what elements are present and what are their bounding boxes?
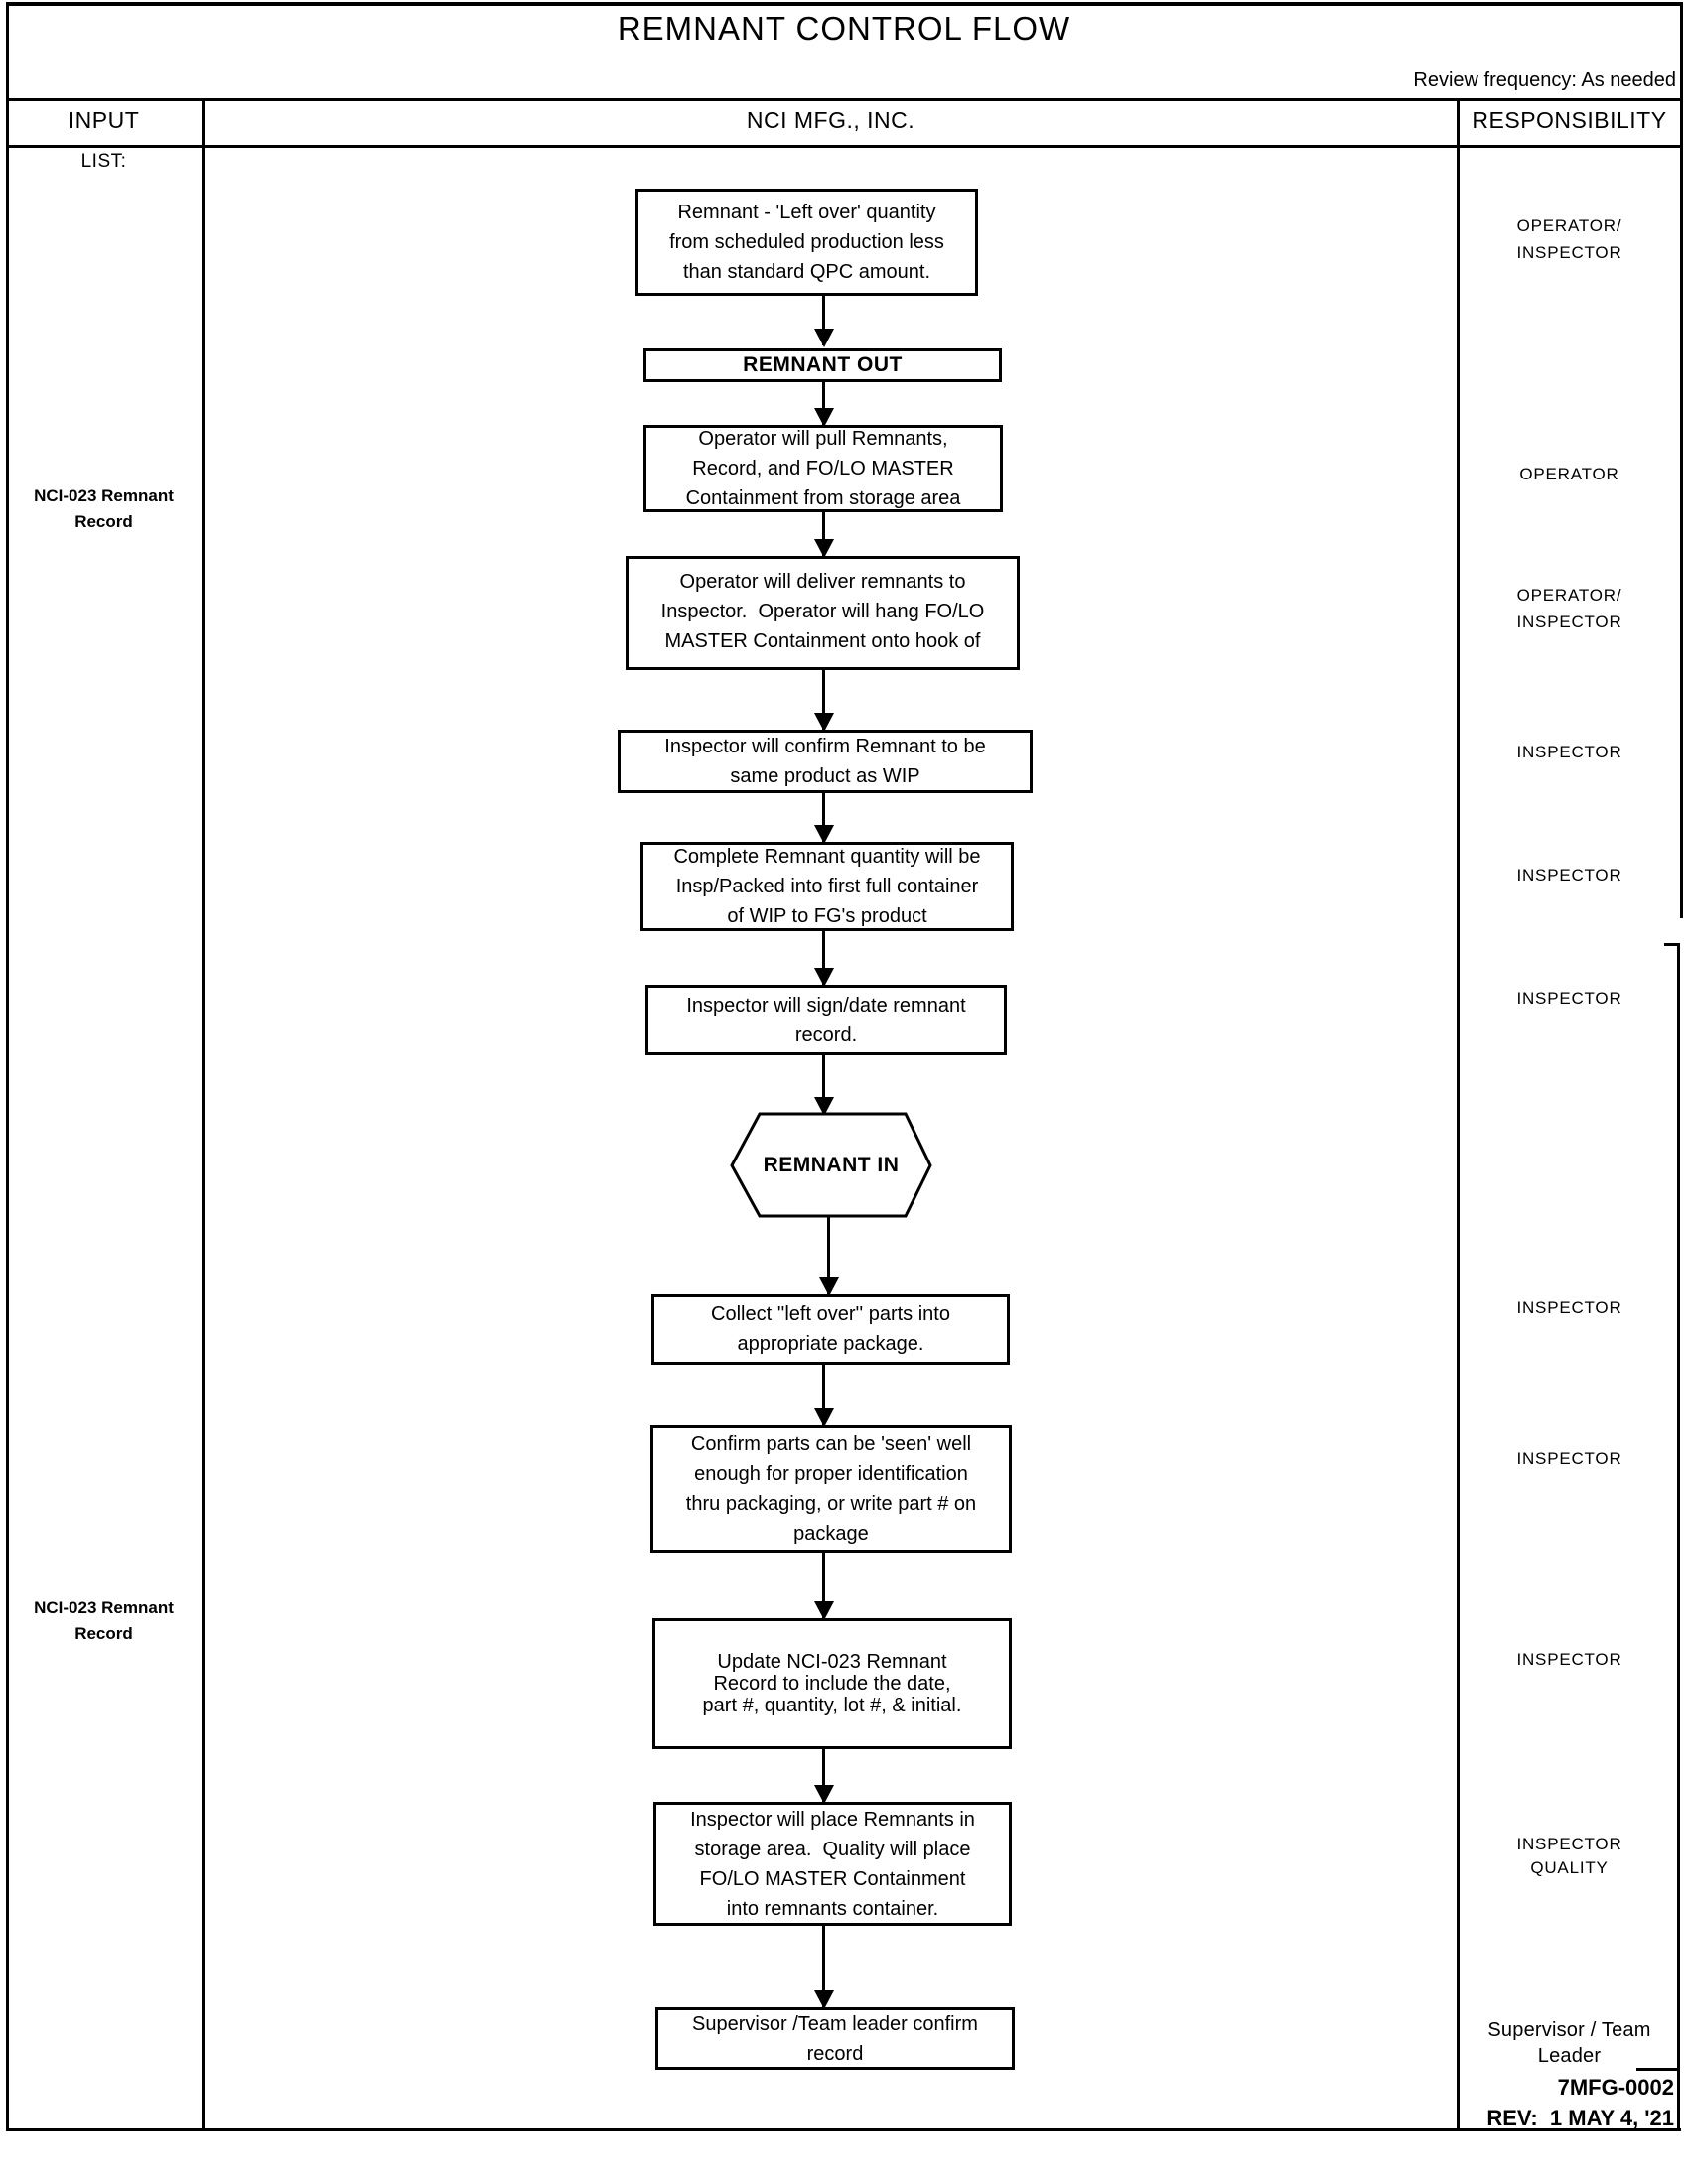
flow-box-operator-deliver: Operator will deliver remnants to Inspector. Operator will hang FO/LO MASTER Containment onto hook of — [626, 556, 1020, 670]
responsibility-inspector-1: INSPECTOR — [1516, 743, 1622, 761]
responsibility-operator: OPERATOR — [1519, 465, 1619, 483]
input-label-remnant-record-1: NCI-023 Remnant Record — [34, 486, 174, 531]
flow-box-complete-remnant: Complete Remnant quantity will be Insp/Packed into first full container of WIP to FG's product — [640, 842, 1014, 931]
flow-box-update-record: Update NCI-023 Remnant Record to include the date, part #, quantity, lot #, & initial. — [652, 1618, 1012, 1749]
responsibility-inspector-4: INSPECTOR — [1516, 1298, 1622, 1317]
flow-box-supervisor-confirm: Supervisor /Team leader confirm record — [655, 2007, 1015, 2070]
border-right-notch-tick — [1664, 943, 1680, 946]
column-header-input: INPUT — [68, 107, 140, 133]
column-header-company: NCI MFG., INC. — [746, 107, 915, 133]
flow-arrow-2 — [822, 382, 825, 425]
responsibility-inspector-3: INSPECTOR — [1516, 989, 1622, 1008]
flow-box-inspector-confirm: Inspector will confirm Remnant to be same product as WIP — [618, 730, 1033, 793]
flow-arrow-4 — [822, 670, 825, 730]
flow-box-collect-parts: Collect ''left over'' parts into appropriate package. — [651, 1294, 1010, 1365]
divider-responsibility-column — [1457, 98, 1460, 2131]
flow-arrow-7 — [822, 1055, 825, 1114]
remnant-in-label: REMNANT IN — [763, 1153, 900, 1176]
flow-box-confirm-parts-seen: Confirm parts can be 'seen' well enough for proper identification thru packaging, or write part # on package — [650, 1425, 1012, 1553]
page-title: REMNANT CONTROL FLOW — [617, 10, 1071, 47]
responsibility-supervisor-team-leader: Supervisor / Team Leader — [1487, 2019, 1651, 2067]
flow-arrow-10 — [822, 1553, 825, 1618]
review-frequency: Review frequency: As needed — [1413, 69, 1676, 91]
input-label-remnant-record-2: NCI-023 Remnant Record — [34, 1598, 174, 1643]
flow-arrow-6 — [822, 931, 825, 985]
flow-arrow-3 — [822, 512, 825, 556]
responsibility-inspector-6: INSPECTOR — [1516, 1650, 1622, 1669]
flow-arrow-1 — [822, 295, 825, 345]
border-bottom — [6, 2128, 1681, 2131]
flow-box-sign-date: Inspector will sign/date remnant record. — [645, 985, 1007, 1055]
flow-box-place-remnants: Inspector will place Remnants in storage area. Quality will place FO/LO MASTER Containment into remnants container. — [653, 1802, 1012, 1926]
divider-input-column — [202, 98, 205, 2131]
column-header-responsibility: RESPONSIBILITY — [1472, 107, 1667, 133]
flow-arrow-9 — [822, 1365, 825, 1425]
border-top — [6, 2, 1683, 6]
header-line-bottom — [6, 145, 1683, 148]
border-left — [6, 2, 9, 2131]
flow-box-operator-pull: Operator will pull Remnants, Record, and FO/LO MASTER Containment from storage area — [643, 425, 1003, 512]
responsibility-inspector-5: INSPECTOR — [1516, 1449, 1622, 1468]
document-number: 7MFG-0002 — [1557, 2075, 1674, 2100]
responsibility-operator-inspector-2: OPERATOR/ INSPECTOR — [1516, 586, 1622, 631]
flow-arrow-12 — [822, 1926, 825, 2007]
header-line-top — [6, 98, 1683, 101]
flow-arrow-8 — [827, 1216, 830, 1294]
flow-arrow-5 — [822, 793, 825, 842]
flow-box-remnant-definition: Remnant - 'Left over' quantity from scheduled production less than standard QPC amount. — [635, 189, 978, 296]
flow-arrow-11 — [822, 1749, 825, 1802]
responsibility-inspector-quality: INSPECTOR QUALITY — [1516, 1835, 1622, 1877]
input-list-label: LIST: — [80, 151, 127, 172]
revision-label: REV: 1 MAY 4, '21 — [1486, 2106, 1674, 2130]
border-right-lower — [1677, 945, 1680, 2131]
flow-box-remnant-out: REMNANT OUT — [643, 348, 1002, 382]
responsibility-inspector-2: INSPECTOR — [1516, 866, 1622, 885]
responsibility-operator-inspector-1: OPERATOR/ INSPECTOR — [1516, 216, 1622, 262]
